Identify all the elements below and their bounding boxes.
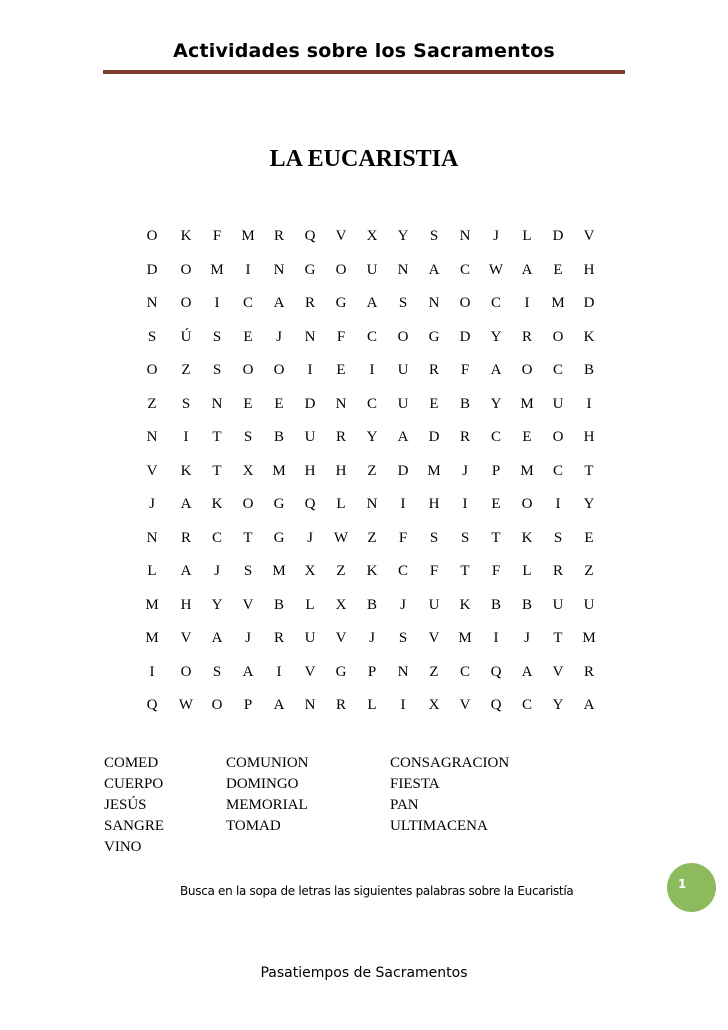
word-list-column	[226, 753, 309, 837]
grid-cell: E	[243, 328, 253, 345]
grid-cell: B	[583, 362, 594, 378]
grid-cell: F	[212, 228, 222, 244]
grid-cell: V	[180, 630, 192, 646]
grid-cell: C	[552, 362, 563, 378]
grid-cell: N	[273, 261, 285, 278]
grid-cell: S	[243, 563, 253, 579]
grid-cell: R	[583, 663, 594, 680]
grid-cell: E	[336, 362, 346, 378]
grid-cell: O	[459, 295, 471, 311]
grid-cell: O	[180, 663, 192, 680]
grid-cell: U	[428, 596, 440, 613]
grid-cell: Ú	[180, 328, 192, 345]
grid-cell: F	[429, 563, 439, 579]
word-item: COMED	[104, 755, 159, 771]
grid-cell: Z	[367, 529, 377, 546]
grid-cell: B	[273, 596, 284, 613]
grid-cell: M	[551, 295, 565, 311]
grid-cell: C	[490, 295, 501, 311]
grid-cell: V	[242, 596, 254, 613]
grid-cell: D	[459, 328, 471, 345]
grid-cell: D	[304, 395, 316, 412]
grid-cell: S	[147, 328, 157, 345]
word-list-column	[390, 753, 509, 837]
grid-cell: N	[146, 429, 158, 445]
grid-cell: R	[180, 529, 191, 546]
grid-cell: Q	[304, 228, 316, 244]
grid-cell: H	[304, 462, 316, 479]
page-title: LA EUCARISTIA	[269, 146, 459, 172]
grid-cell: K	[366, 563, 378, 579]
grid-cell: Y	[490, 328, 502, 345]
grid-cell: K	[180, 228, 192, 244]
grid-cell: Y	[490, 395, 502, 412]
grid-cell: H	[335, 462, 347, 479]
grid-cell: D	[428, 429, 440, 445]
grid-cell: R	[273, 228, 284, 244]
grid-cell: V	[583, 228, 595, 244]
grid-cell: P	[367, 663, 377, 680]
grid-cell: S	[429, 529, 439, 546]
grid-cell: C	[521, 697, 532, 713]
grid-cell: W	[488, 261, 504, 278]
grid-cell: T	[243, 529, 253, 546]
grid-cell: N	[459, 228, 471, 244]
grid-cell: A	[397, 429, 409, 445]
grid-cell: C	[459, 261, 470, 278]
grid-cell: C	[366, 395, 377, 412]
grid-cell: Q	[490, 697, 502, 713]
grid-cell: L	[336, 496, 346, 512]
grid-cell: V	[335, 228, 347, 244]
grid-cell: E	[522, 429, 532, 445]
grid-cell: T	[460, 563, 470, 579]
grid-cell: S	[181, 395, 191, 412]
grid-cell: Y	[583, 496, 595, 512]
grid-cell: I	[400, 697, 406, 713]
grid-cell: I	[586, 395, 592, 412]
grid-cell: D	[146, 261, 158, 278]
grid-cell: H	[583, 429, 595, 445]
grid-cell: S	[398, 295, 408, 311]
grid-cell: N	[397, 663, 409, 680]
grid-cell: C	[490, 429, 501, 445]
grid-cell: A	[273, 697, 285, 713]
grid-cell: S	[243, 429, 253, 445]
grid-cell: X	[366, 228, 378, 244]
grid-cell: V	[428, 630, 440, 646]
grid-cell: V	[304, 663, 316, 680]
grid-cell: G	[428, 328, 440, 345]
grid-cell: F	[398, 529, 408, 546]
grid-cell: H	[180, 596, 192, 613]
grid-cell: Z	[429, 663, 439, 680]
grid-cell: J	[307, 529, 313, 546]
grid-cell: T	[212, 429, 222, 445]
grid-cell: A	[242, 663, 254, 680]
grid-cell: D	[397, 462, 409, 479]
grid-cell: I	[555, 496, 561, 512]
grid-cell: N	[335, 395, 347, 412]
grid-cell: E	[491, 496, 501, 512]
grid-cell: A	[521, 261, 533, 278]
grid-cell: U	[304, 429, 316, 445]
grid-cell: T	[212, 462, 222, 479]
grid-cell: K	[459, 596, 471, 613]
grid-cell: M	[427, 462, 441, 479]
grid-cell: O	[180, 295, 192, 311]
grid-cell: P	[243, 697, 253, 713]
grid-cell: I	[307, 362, 313, 378]
grid-cell: J	[369, 630, 375, 646]
grid-cell: R	[335, 429, 346, 445]
grid-cell: Y	[397, 228, 409, 244]
grid-cell: J	[149, 496, 155, 512]
grid-cell: C	[366, 328, 377, 345]
grid-cell: A	[490, 362, 502, 378]
grid-cell: J	[462, 462, 468, 479]
grid-cell: O	[242, 362, 254, 378]
grid-cell: O	[335, 261, 347, 278]
grid-cell: M	[145, 630, 159, 646]
grid-cell: N	[304, 697, 316, 713]
grid-cell: L	[305, 596, 315, 613]
grid-cell: M	[241, 228, 255, 244]
grid-cell: O	[552, 429, 564, 445]
grid-cell: Y	[366, 429, 378, 445]
grid-cell: X	[335, 596, 347, 613]
grid-cell: H	[583, 261, 595, 278]
grid-cell: G	[335, 663, 347, 680]
grid-cell: Q	[490, 663, 502, 680]
grid-cell: R	[552, 563, 563, 579]
grid-cell: Z	[584, 563, 594, 579]
grid-cell: D	[583, 295, 595, 311]
grid-cell: S	[212, 362, 222, 378]
grid-cell: A	[180, 496, 192, 512]
grid-cell: W	[178, 697, 194, 713]
grid-cell: I	[524, 295, 530, 311]
grid-cell: B	[459, 395, 470, 412]
grid-cell: I	[276, 663, 282, 680]
grid-cell: E	[429, 395, 439, 412]
word-item: JESÚS	[104, 797, 147, 813]
grid-cell: A	[583, 697, 595, 713]
word-item: DOMINGO	[226, 776, 299, 792]
word-item: CUERPO	[104, 776, 164, 792]
grid-cell: U	[397, 362, 409, 378]
grid-cell: S	[460, 529, 470, 546]
grid-cell: A	[366, 295, 378, 311]
grid-cell: V	[146, 462, 158, 479]
grid-cell: V	[552, 663, 564, 680]
grid-cell: L	[367, 697, 377, 713]
grid-cell: L	[522, 228, 532, 244]
grid-cell: Y	[552, 697, 564, 713]
grid-cell: M	[582, 630, 596, 646]
grid-cell: I	[369, 362, 375, 378]
grid-cell: Z	[147, 395, 157, 412]
grid-cell: T	[553, 630, 563, 646]
grid-cell: I	[462, 496, 468, 512]
grid-cell: U	[552, 395, 564, 412]
grid-cell: T	[491, 529, 501, 546]
grid-cell: K	[211, 496, 223, 512]
word-item: FIESTA	[390, 776, 440, 792]
grid-cell: O	[211, 697, 223, 713]
grid-cell: J	[493, 228, 499, 244]
grid-cell: N	[146, 529, 158, 546]
grid-cell: U	[304, 630, 316, 646]
grid-cell: Z	[336, 563, 346, 579]
grid-cell: C	[211, 529, 222, 546]
grid-cell: K	[583, 328, 595, 345]
grid-cell: Z	[181, 362, 191, 378]
grid-cell: G	[304, 261, 316, 278]
header-title: Actividades sobre los Sacramentos	[173, 40, 555, 62]
grid-cell: O	[146, 362, 158, 378]
grid-cell: O	[146, 228, 158, 244]
grid-cell: J	[245, 630, 251, 646]
grid-cell: O	[521, 362, 533, 378]
grid-cell: B	[521, 596, 532, 613]
grid-cell: Q	[304, 496, 316, 512]
grid-cell: S	[429, 228, 439, 244]
word-item: PAN	[390, 797, 419, 813]
word-item: COMUNION	[226, 755, 309, 771]
grid-cell: M	[458, 630, 472, 646]
page-number-badge	[667, 863, 716, 912]
grid-cell: G	[335, 295, 347, 311]
grid-cell: R	[428, 362, 439, 378]
grid-cell: A	[273, 295, 285, 311]
grid-cell: N	[304, 328, 316, 345]
grid-cell: K	[180, 462, 192, 479]
page-number: 1	[678, 877, 687, 891]
grid-cell: R	[335, 697, 346, 713]
grid-cell: V	[459, 697, 471, 713]
grid-cell: X	[304, 563, 316, 579]
grid-cell: J	[524, 630, 530, 646]
grid-cell: I	[245, 261, 251, 278]
grid-cell: J	[276, 328, 282, 345]
grid-cell: O	[521, 496, 533, 512]
header-divider	[103, 70, 625, 74]
grid-cell: U	[366, 261, 378, 278]
word-item: SANGRE	[104, 818, 165, 834]
grid-cell: A	[180, 563, 192, 579]
grid-cell: X	[428, 697, 440, 713]
word-item: TOMAD	[226, 818, 281, 834]
grid-cell: S	[398, 630, 408, 646]
grid-cell: X	[242, 462, 254, 479]
grid-cell: G	[273, 496, 285, 512]
word-item: MEMORIAL	[226, 797, 308, 813]
grid-cell: O	[552, 328, 564, 345]
grid-cell: N	[397, 261, 409, 278]
grid-cell: N	[366, 496, 378, 512]
grid-cell: E	[243, 395, 253, 412]
grid-cell: U	[583, 596, 595, 613]
grid-cell: B	[490, 596, 501, 613]
grid-cell: B	[273, 429, 284, 445]
grid-cell: U	[552, 596, 564, 613]
grid-cell: P	[491, 462, 501, 479]
grid-cell: Y	[211, 596, 223, 613]
grid-cell: N	[211, 395, 223, 412]
grid-cell: O	[180, 261, 192, 278]
grid-cell: T	[584, 462, 594, 479]
grid-cell: A	[211, 630, 223, 646]
grid-cell: S	[212, 663, 222, 680]
grid-cell: V	[335, 630, 347, 646]
grid-cell: Q	[146, 697, 158, 713]
grid-cell: Z	[367, 462, 377, 479]
grid-cell: M	[210, 261, 224, 278]
grid-cell: F	[336, 328, 346, 345]
grid-cell: M	[520, 395, 534, 412]
grid-cell: C	[242, 295, 253, 311]
grid-cell: C	[459, 663, 470, 680]
word-item: ULTIMACENA	[390, 818, 488, 834]
grid-cell: G	[273, 529, 285, 546]
grid-cell: M	[145, 596, 159, 613]
grid-cell: R	[459, 429, 470, 445]
grid-cell: H	[428, 496, 440, 512]
grid-cell: U	[397, 395, 409, 412]
grid-cell: M	[272, 563, 286, 579]
grid-cell: C	[397, 563, 408, 579]
grid-cell: K	[521, 529, 533, 546]
word-item: CONSAGRACION	[390, 755, 510, 771]
grid-cell: M	[520, 462, 534, 479]
grid-cell: S	[553, 529, 563, 546]
grid-cell: I	[493, 630, 499, 646]
grid-cell: I	[400, 496, 406, 512]
grid-cell: E	[584, 529, 594, 546]
grid-cell: C	[552, 462, 563, 479]
word-list-column	[104, 753, 164, 858]
grid-cell: I	[149, 663, 155, 680]
grid-cell: W	[333, 529, 349, 546]
grid-cell: I	[214, 295, 220, 311]
grid-cell: S	[212, 328, 222, 345]
instruction-text: Busca en la sopa de letras las siguientes palabras sobre la Eucaristía	[180, 884, 574, 898]
grid-cell: O	[242, 496, 254, 512]
word-item: VINO	[104, 839, 142, 855]
footer-text: Pasatiempos de Sacramentos	[260, 965, 468, 981]
grid-cell: N	[428, 295, 440, 311]
grid-cell: M	[272, 462, 286, 479]
grid-cell: N	[146, 295, 158, 311]
grid-cell: R	[521, 328, 532, 345]
grid-cell: J	[400, 596, 406, 613]
grid-cell: O	[273, 362, 285, 378]
grid-cell: L	[147, 563, 157, 579]
grid-cell: E	[274, 395, 284, 412]
grid-cell: J	[214, 563, 220, 579]
grid-cell: L	[522, 563, 532, 579]
grid-cell: B	[366, 596, 377, 613]
grid-cell: F	[460, 362, 470, 378]
grid-cell: F	[491, 563, 501, 579]
grid-cell: I	[183, 429, 189, 445]
grid-cell: R	[304, 295, 315, 311]
grid-cell: A	[428, 261, 440, 278]
grid-cell: A	[521, 663, 533, 680]
grid-cell: E	[553, 261, 563, 278]
grid-cell: D	[552, 228, 564, 244]
grid-cell: R	[273, 630, 284, 646]
grid-cell: O	[397, 328, 409, 345]
